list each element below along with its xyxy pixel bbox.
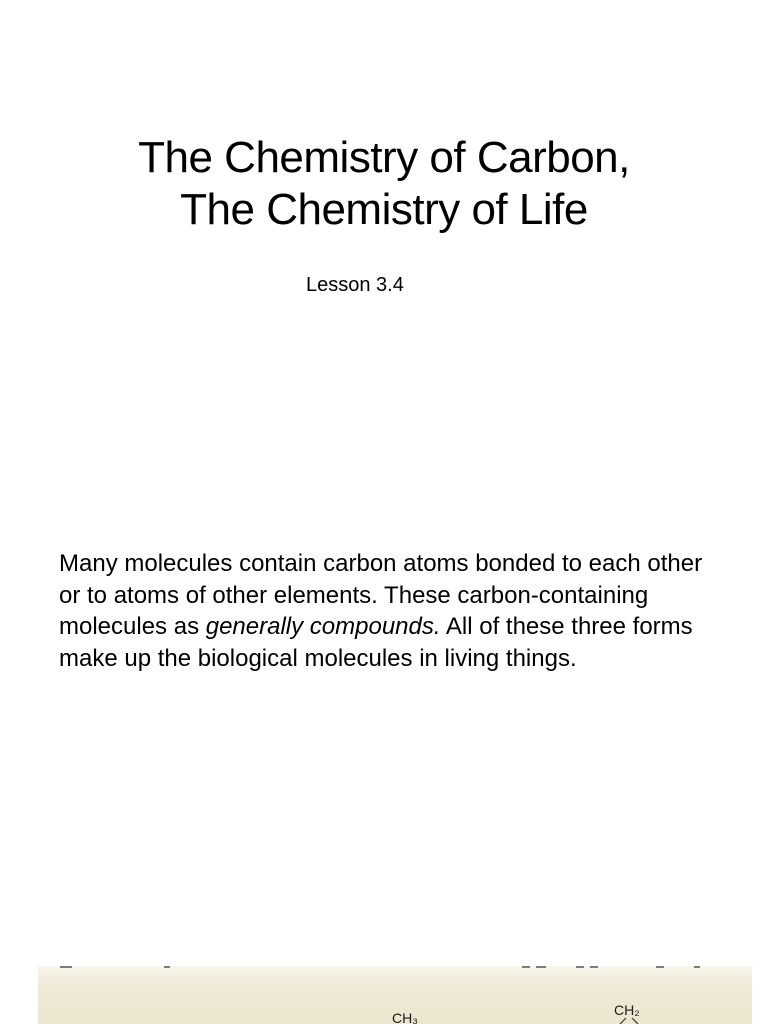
paragraph-text-start: Many molecules contain carbon atoms bonded to each other or to atoms of other elements. These carbon-containing molecules as	[59, 550, 703, 640]
lesson-subtitle: Lesson 3.4	[306, 274, 404, 296]
paragraph-text-end: All of these three forms make up the biological molecules in living things.	[59, 613, 693, 672]
formula-ch2: CH₂	[614, 1002, 640, 1018]
scanned-textbook-fragment	[38, 966, 752, 1024]
slide-title	[0, 132, 768, 236]
body-paragraph	[59, 548, 719, 674]
formula-ch3: CH₃	[392, 1010, 418, 1024]
paragraph-emphasis: generally compounds.	[205, 613, 441, 640]
title-line-2: The Chemistry of Life	[180, 185, 588, 234]
title-line-1: The Chemistry of Carbon,	[138, 133, 630, 182]
